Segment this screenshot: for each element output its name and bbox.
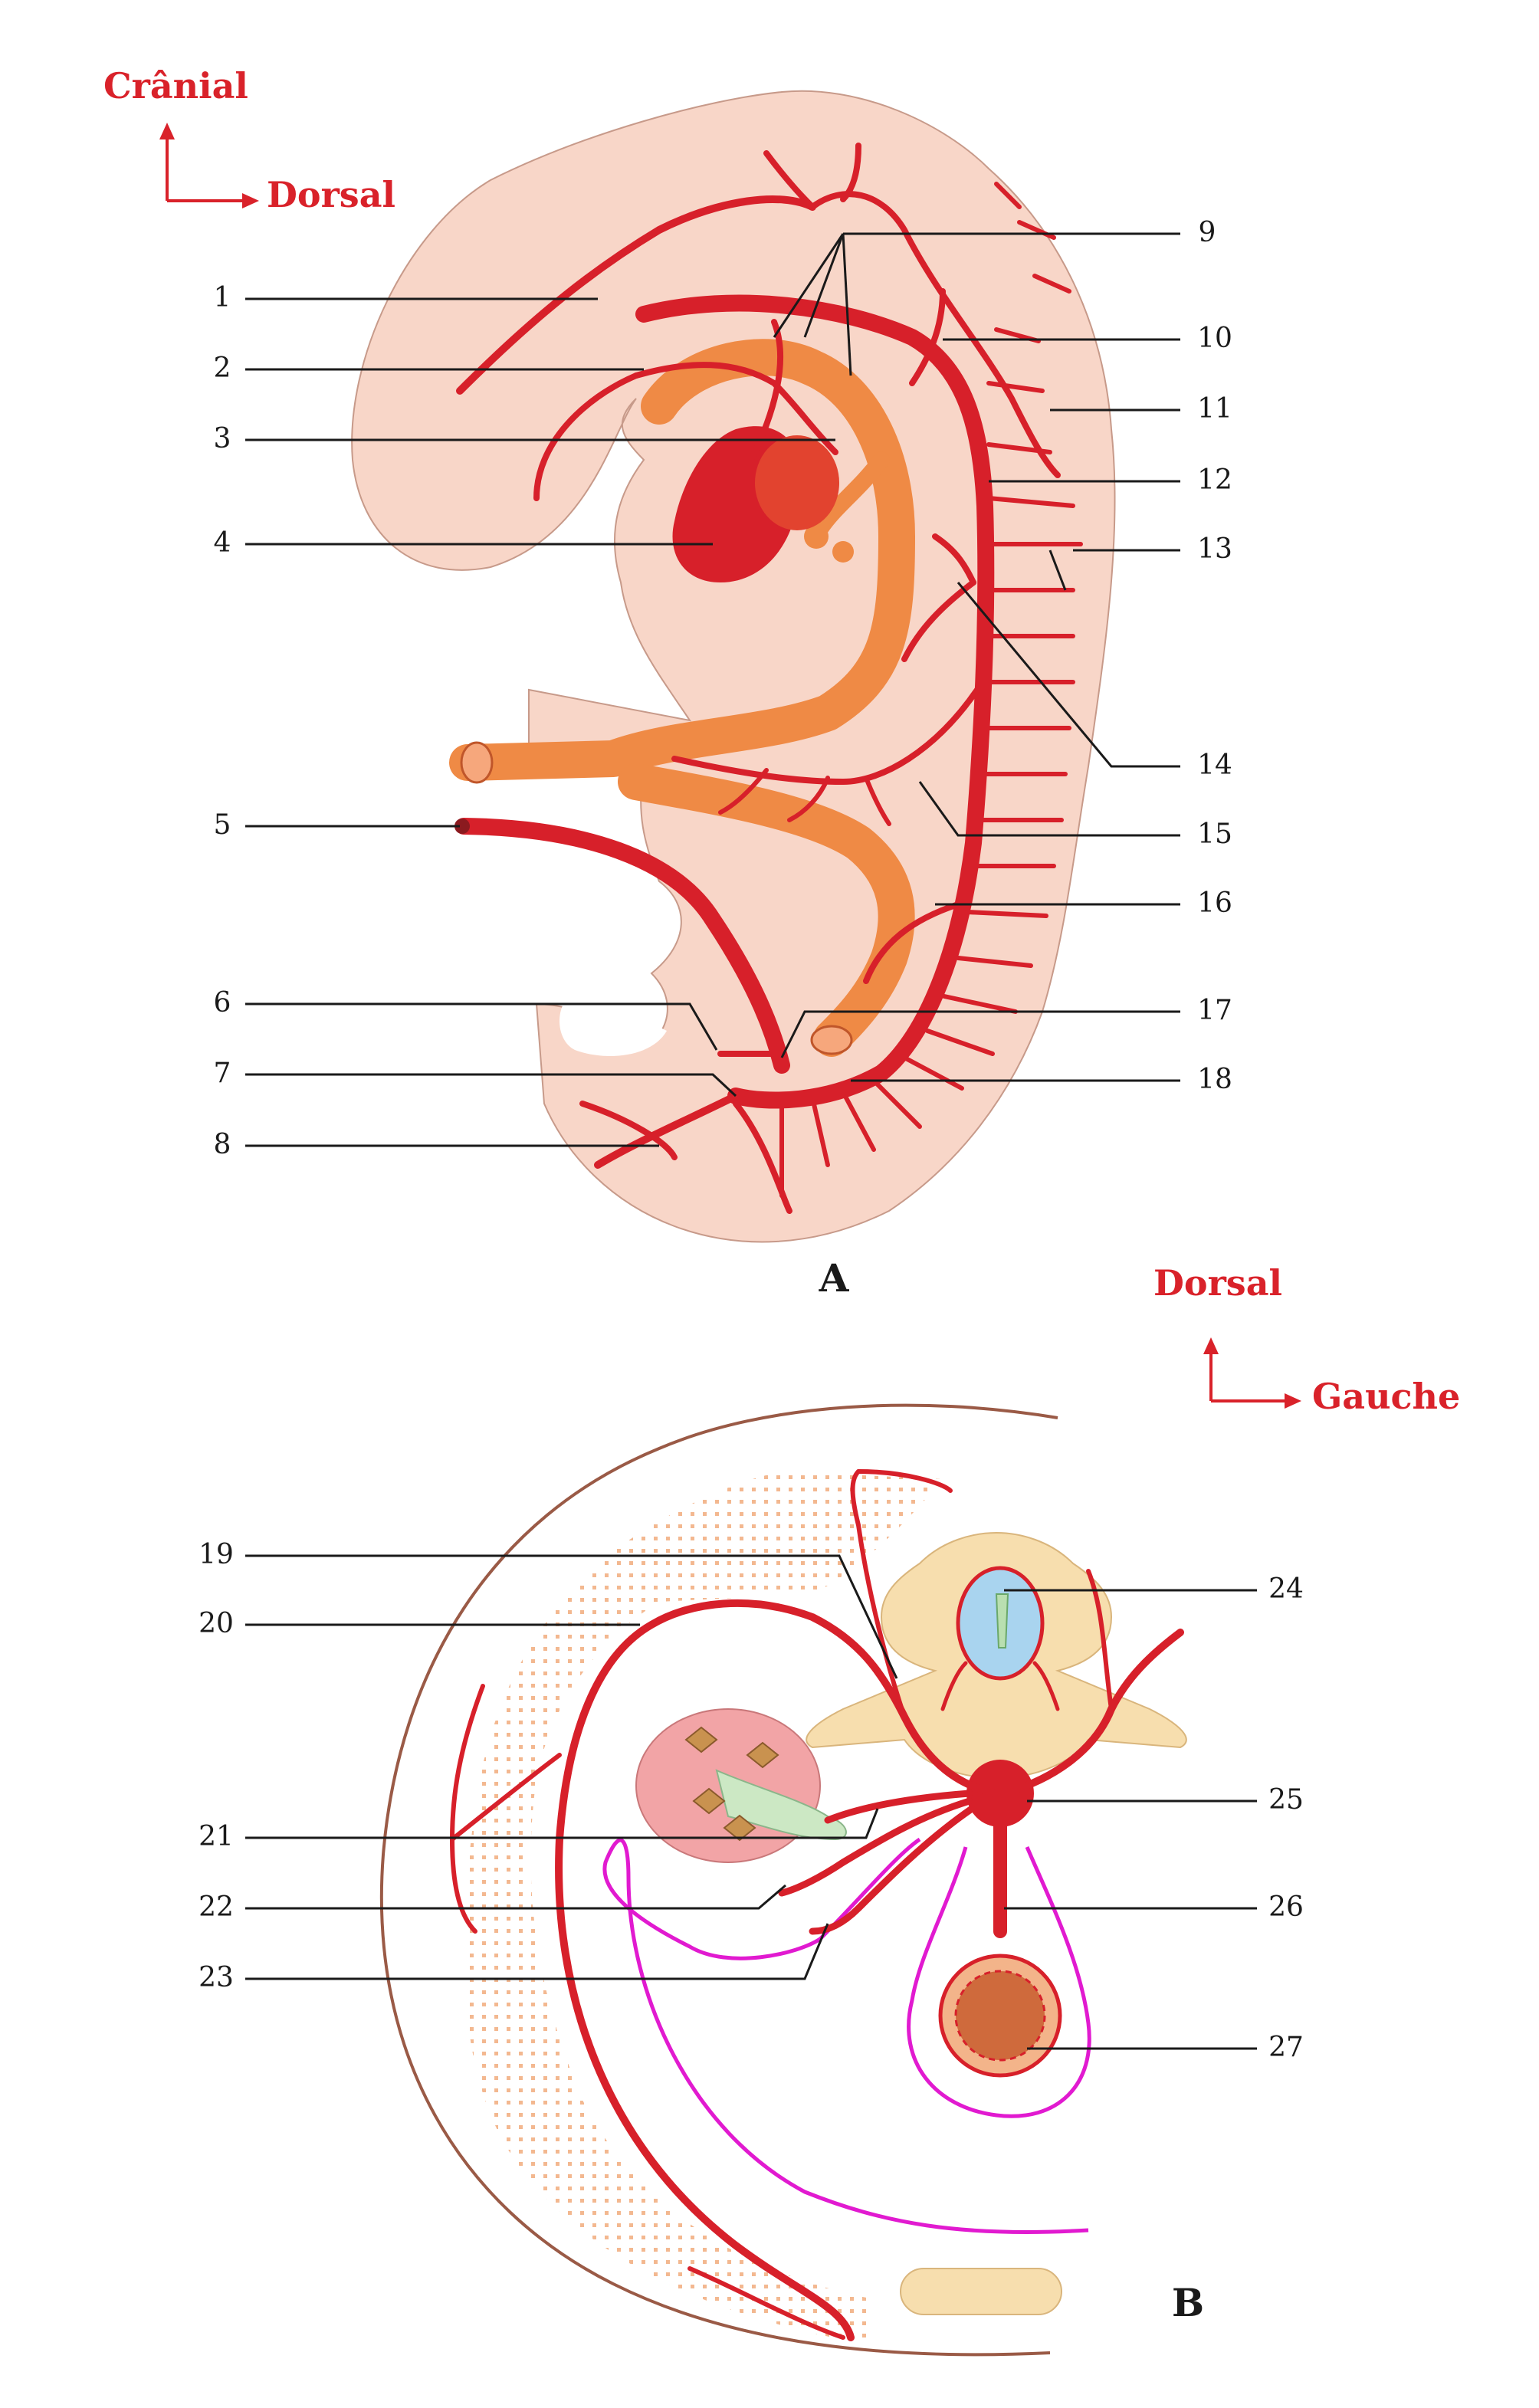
label-6: 6 <box>213 987 231 1019</box>
label-11: 11 <box>1197 393 1232 425</box>
label-17: 17 <box>1197 995 1232 1026</box>
dorsal-arrow-head-icon <box>242 193 259 208</box>
label-5: 5 <box>213 809 231 841</box>
orientation-label-dorsal-b: Dorsal <box>1153 1262 1282 1304</box>
panel-b-letter: B <box>1171 2280 1205 2325</box>
orientation-label-left-b: Gauche <box>1312 1376 1461 1417</box>
label-8: 8 <box>213 1129 231 1160</box>
gut-cut-end-lower <box>812 1026 852 1054</box>
gonad <box>956 1971 1045 2060</box>
label-13: 13 <box>1197 533 1232 565</box>
panel-a-letter: A <box>819 1255 849 1301</box>
label-4: 4 <box>213 527 231 559</box>
label-2: 2 <box>213 353 231 384</box>
label-16: 16 <box>1197 887 1232 919</box>
embryo-body <box>352 91 1114 1242</box>
orientation-label-cranial: Crânial <box>103 65 248 107</box>
gut-remnant-bar <box>901 2269 1062 2315</box>
label-1: 1 <box>213 282 231 313</box>
label-20: 20 <box>199 1608 234 1639</box>
gut-diverticulum-bud-2 <box>832 541 854 563</box>
label-27: 27 <box>1268 2032 1304 2063</box>
label-14: 14 <box>1197 750 1232 781</box>
orientation-indicator-a <box>103 65 395 215</box>
label-9: 9 <box>1198 217 1216 248</box>
gut-cut-end-upper <box>461 743 492 782</box>
label-26: 26 <box>1268 1891 1304 1923</box>
heart-atrium <box>755 435 839 530</box>
label-7: 7 <box>213 1058 231 1089</box>
orientation-label-dorsal: Dorsal <box>267 174 395 215</box>
label-23: 23 <box>199 1962 234 1993</box>
label-10: 10 <box>1197 323 1232 354</box>
orientation-indicator-b <box>1153 1262 1460 1417</box>
label-25: 25 <box>1268 1784 1304 1816</box>
panel-a <box>103 65 1232 1301</box>
cranial-arrow-head-icon <box>159 123 175 139</box>
label-24: 24 <box>1268 1573 1304 1605</box>
label-21: 21 <box>199 1821 234 1852</box>
dorsal-arrow-b-head-icon <box>1203 1337 1219 1354</box>
label-12: 12 <box>1197 464 1232 496</box>
label-18: 18 <box>1197 1064 1232 1095</box>
label-22: 22 <box>199 1891 234 1923</box>
label-19: 19 <box>199 1539 234 1570</box>
label-3: 3 <box>213 423 231 454</box>
left-arrow-b-head-icon <box>1285 1393 1301 1409</box>
label-15: 15 <box>1197 819 1232 850</box>
neural-canal <box>996 1594 1008 1648</box>
panel-b <box>199 1262 1460 2354</box>
